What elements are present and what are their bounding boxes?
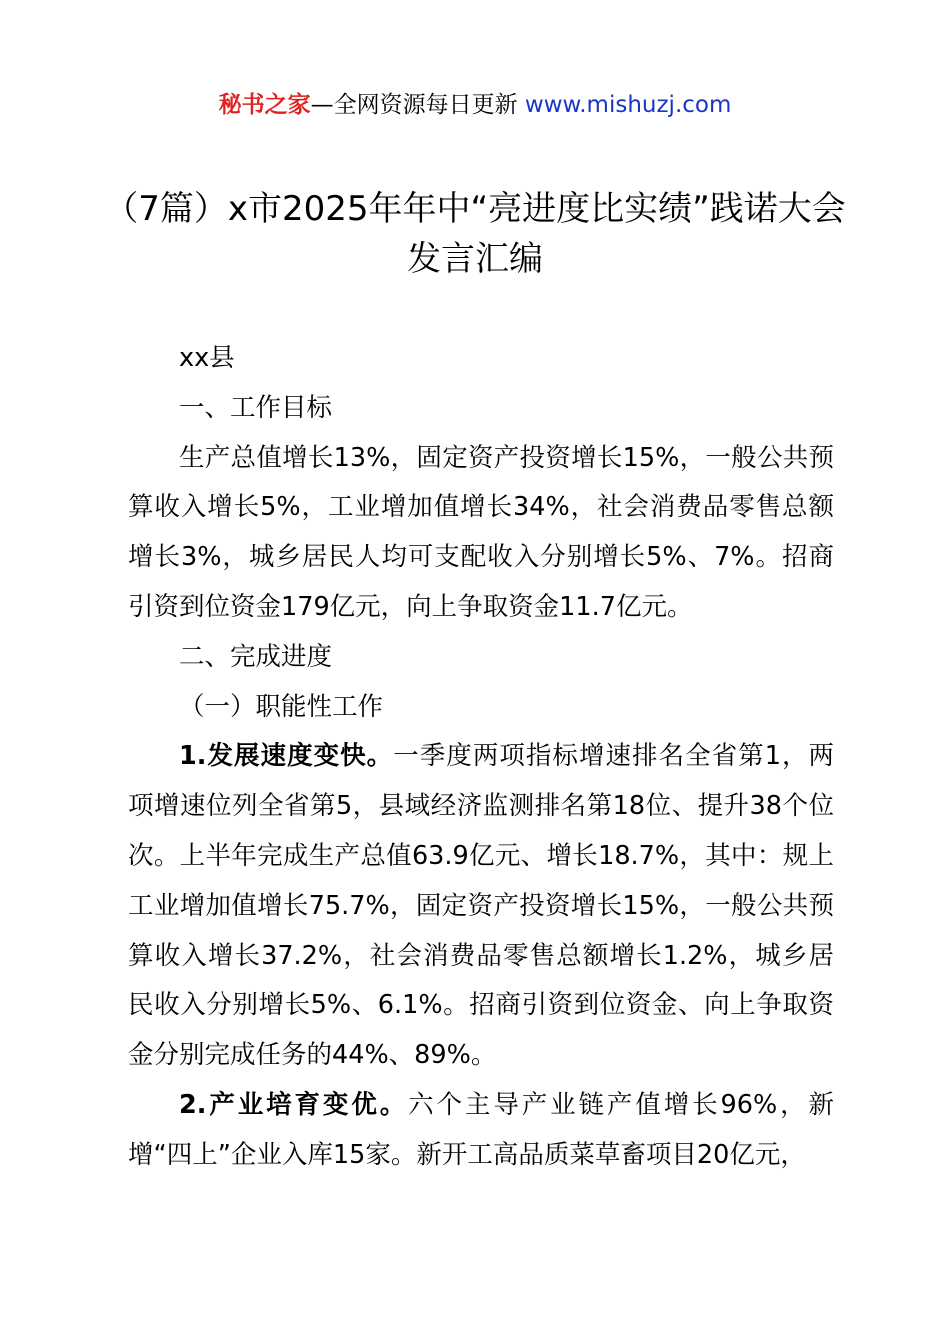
site-tagline: —全网资源每日更新 — [310, 92, 518, 118]
site-brand: 秘书之家 — [218, 92, 311, 118]
item-2-title: 2.产业培育变优。 — [179, 1089, 409, 1120]
section-goals-text: 生产总值增长13%，固定资产投资增长15%，一般公共预算收入增长5%，工业增加值增长34%，社会消费品零售总额增长3%，城乡居民人均可支配收入分别增长5%、7%。招商引资到位资金179亿元，向上争取资金11.7亿元。 — [128, 442, 834, 622]
paragraph-item-1 — [128, 732, 834, 1081]
document-title: （7篇）x市2025年年中“亮进度比实绩”践诺大会发言汇编 — [104, 189, 846, 279]
document-body — [128, 334, 834, 1181]
site-header — [0, 88, 950, 122]
item-1-title: 1.发展速度变快。 — [179, 741, 394, 772]
subsection-heading-functional: （一）职能性工作 — [179, 691, 384, 722]
county-label: xx县 — [179, 343, 235, 373]
item-2-text: 六个主导产业链产值增长96%，新增“四上”企业入库15家。新开工高品质菜草畜项目20亿元， — [128, 1089, 834, 1170]
section-heading-goals: 一、工作目标 — [179, 392, 333, 423]
site-url-link[interactable]: www.mishuzj.com — [524, 92, 732, 118]
paragraph-item-2 — [128, 1081, 834, 1181]
item-1-text: 一季度两项指标增速排名全省第1，两项增速位列全省第5，县域经济监测排名第18位、提升38个位次。上半年完成生产总值63.9亿元、增长18.7%，其中：规上工业增加值增长75.7%，固定资产投资增长15%，一般公共预算收入增长37.2%，社会消费品零售总额增长1.2%，城乡居民收入分别增长5%、6.1%。招商引资到位资金、向上争取资金分别完成任务的44%、89%。 — [128, 741, 834, 1071]
section-heading-progress: 二、完成进度 — [179, 641, 333, 672]
